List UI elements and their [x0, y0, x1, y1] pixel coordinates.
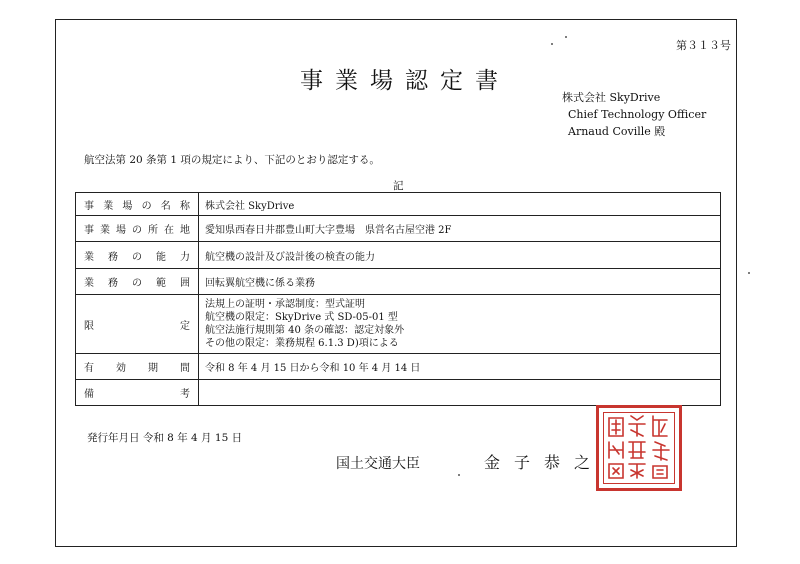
scan-speck: [458, 474, 460, 476]
row-label: 事業場の名称: [76, 193, 199, 216]
official-seal-stamp: [596, 405, 682, 491]
scan-speck: [551, 43, 553, 45]
table-row: [76, 216, 721, 242]
row-label: 備考: [76, 380, 199, 406]
recipient-position: Chief Technology Officer: [568, 108, 707, 121]
table-row: [76, 295, 721, 354]
row-label: 業務の能力: [76, 242, 199, 269]
intro-text: 航空法第 20 条第 1 項の規定により、下記のとおり認定する。: [84, 154, 380, 166]
minister-name: 金子恭之: [484, 453, 605, 472]
limitation-line: その他の限定：業務規程 6.1.3 D)項による: [205, 338, 399, 349]
limitation-cell: [199, 295, 721, 354]
seal-glyphs-icon: [599, 408, 679, 488]
limitation-line: 航空法施行規則第 40 条の確認：認定対象外: [205, 325, 405, 336]
row-label: 業務の範囲: [76, 269, 199, 295]
row-value: 株式会社 SkyDrive: [199, 193, 721, 216]
row-label: 事業場の所在地: [76, 216, 199, 242]
row-value: 航空機の設計及び設計後の検査の能力: [199, 242, 721, 269]
limitation-line: 航空機の限定：SkyDrive 式 SD-05-01 型: [205, 312, 398, 323]
scan-speck: [748, 272, 750, 274]
row-label: 有効期間: [76, 354, 199, 380]
recipient-block: [562, 89, 706, 140]
document-title: 事業場認定書: [300, 68, 510, 94]
certificate-number: 第３１３号: [676, 39, 731, 52]
certification-table: [75, 192, 721, 406]
issue-date-line: [87, 430, 242, 445]
row-label: 限定: [76, 295, 199, 354]
scan-speck: [565, 36, 567, 38]
row-value: [199, 380, 721, 406]
ki-mark: 記: [393, 180, 404, 192]
table-row: [76, 354, 721, 380]
table-row: [76, 193, 721, 216]
minister-title: 国土交通大臣: [336, 456, 420, 472]
row-value: 回転翼航空機に係る業務: [199, 269, 721, 295]
table-row: [76, 242, 721, 269]
recipient-company: 株式会社 SkyDrive: [562, 91, 661, 104]
row-value: 愛知県西春日井郡豊山町大字豊場 県営名古屋空港 2F: [199, 216, 721, 242]
table-row: [76, 269, 721, 295]
table-row: [76, 380, 721, 406]
recipient-name: Arnaud Coville 殿: [568, 125, 666, 138]
limitation-line: 法規上の証明・承認制度：型式証明: [205, 299, 365, 310]
row-value: 令和 8 年 4 月 15 日から令和 10 年 4 月 14 日: [199, 354, 721, 380]
issue-date-label: 発行年月日: [87, 432, 140, 444]
issue-date: 令和 8 年 4 月 15 日: [142, 432, 243, 444]
